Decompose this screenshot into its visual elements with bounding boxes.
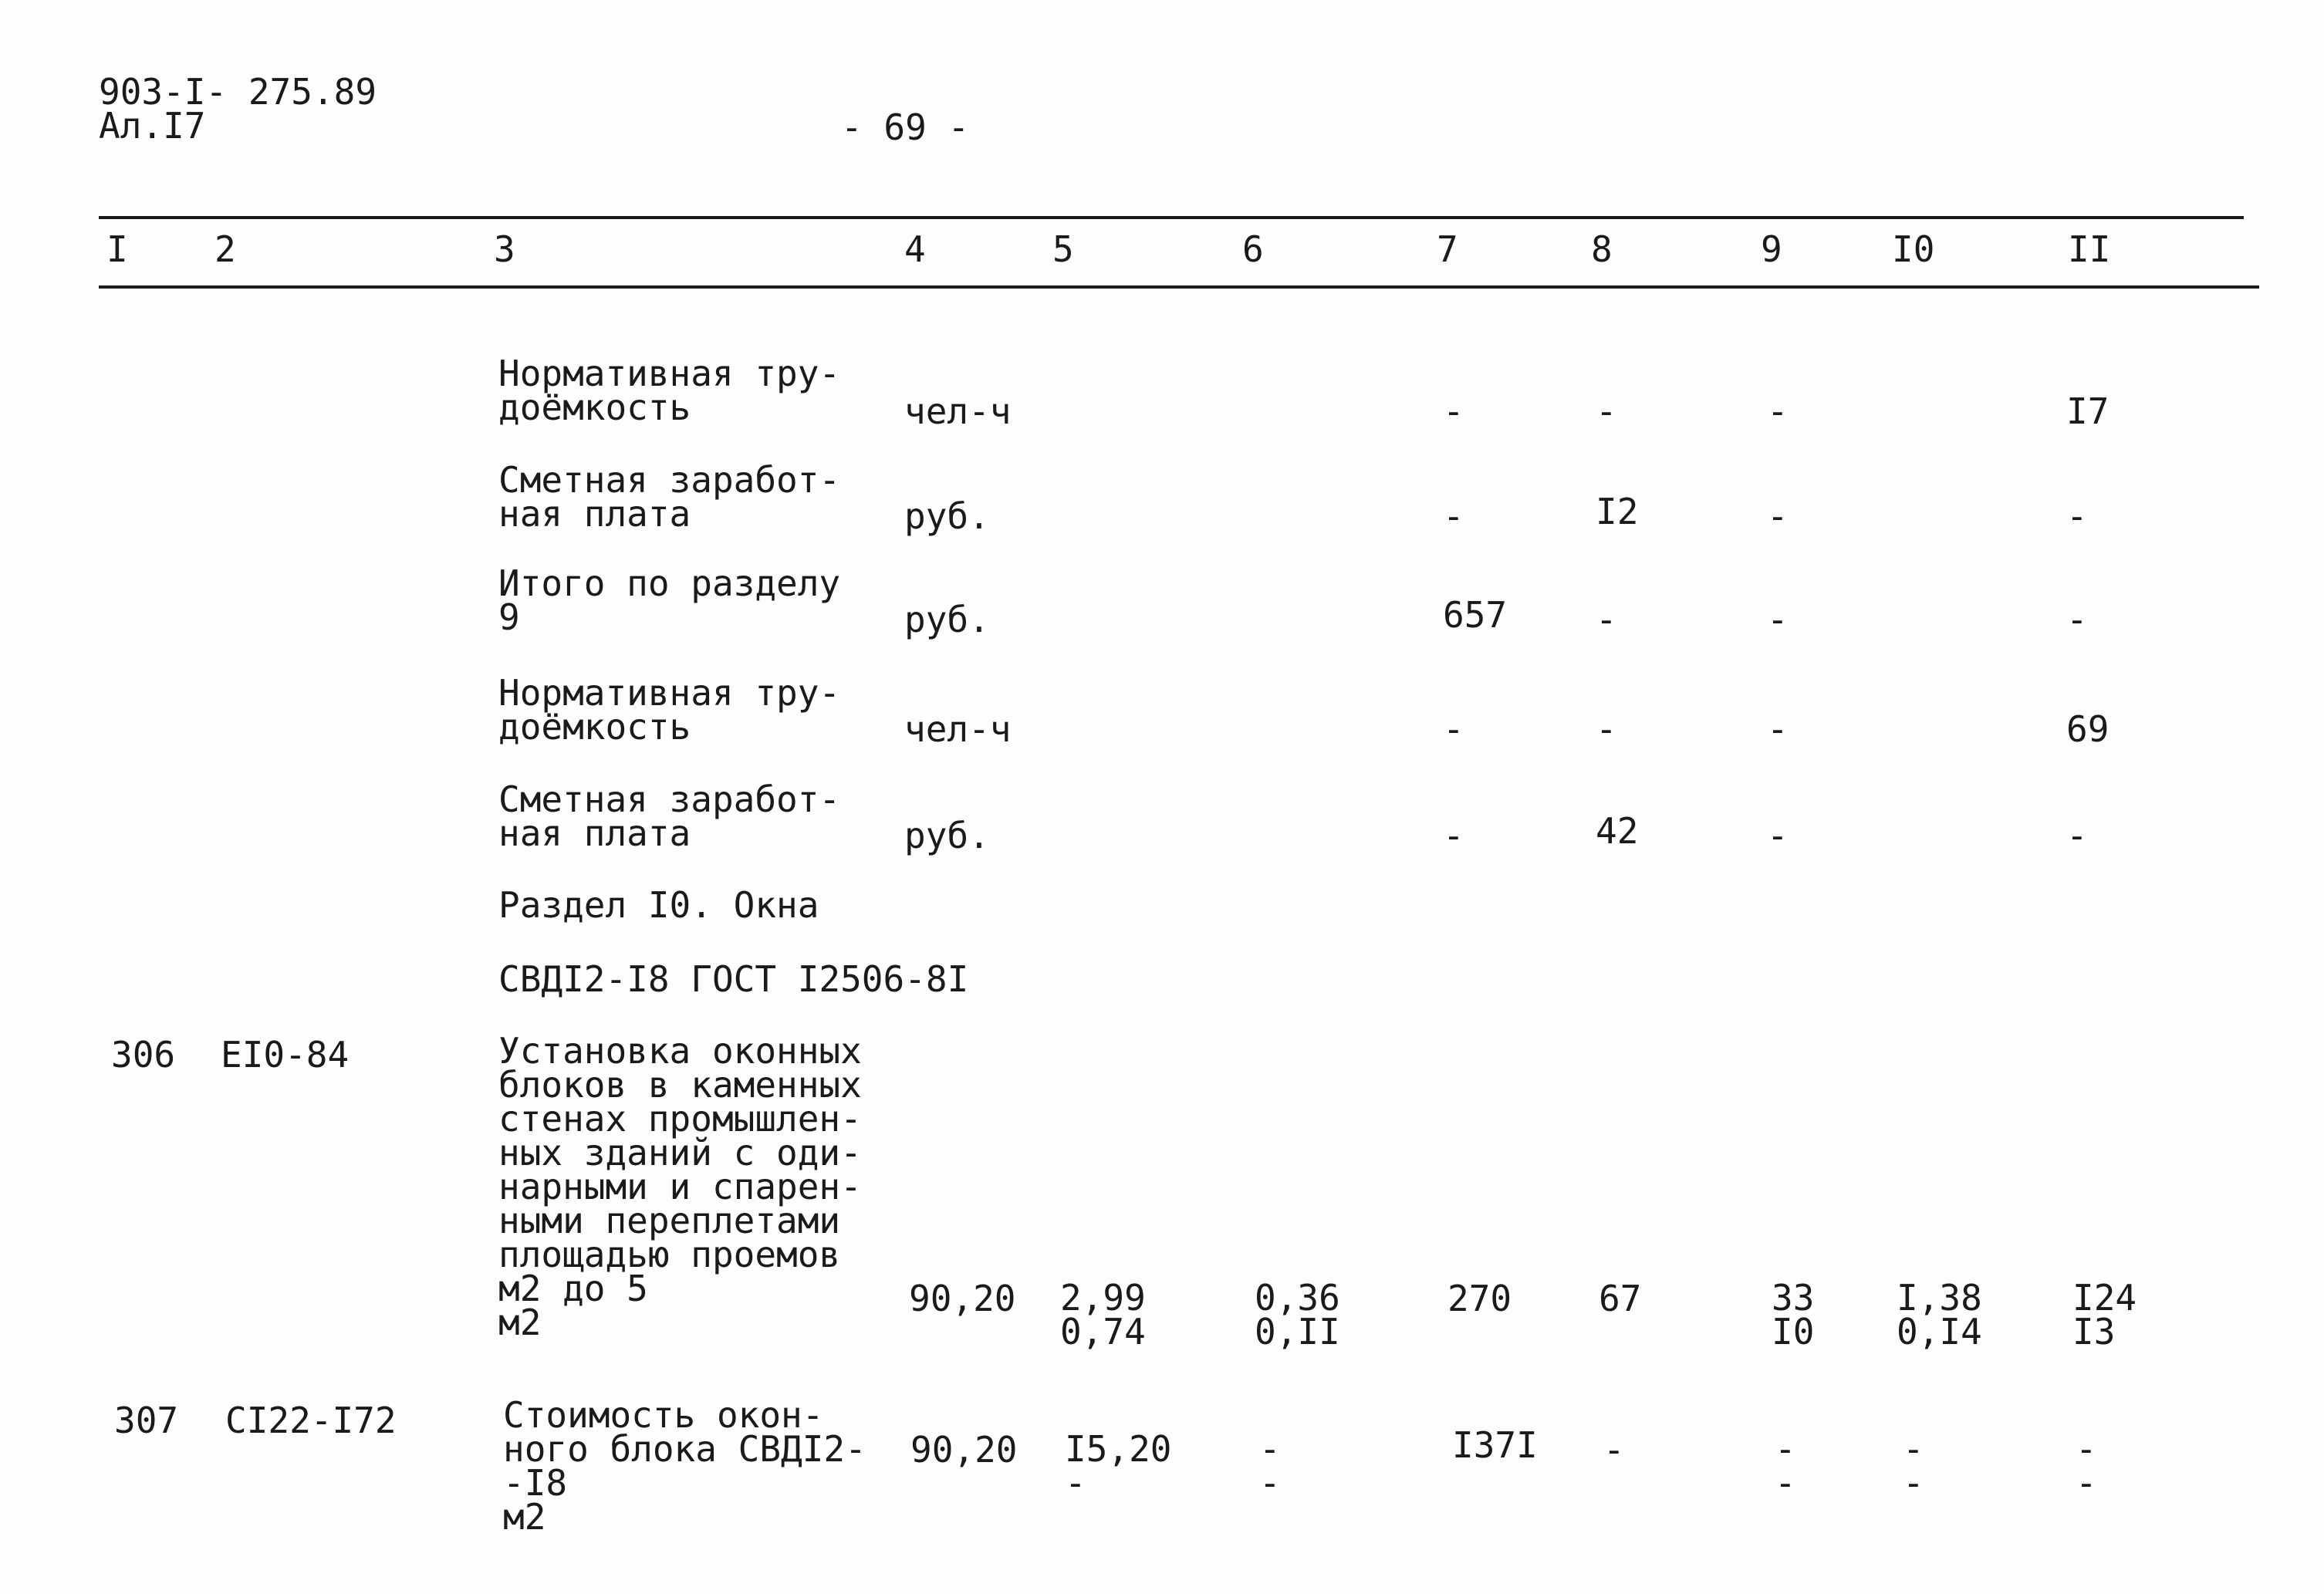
row-description: Сметная заработ- ная плата [498, 778, 841, 854]
column-header: 3 [494, 228, 515, 270]
cell-col-11: - - [2076, 1428, 2097, 1504]
cell-col-11: I24 I3 [2072, 1277, 2137, 1353]
cell-col-7: - [1443, 390, 1464, 432]
row-unit: руб. [904, 495, 990, 537]
column-header: II [2068, 228, 2111, 270]
cell-col-8: - [1596, 708, 1617, 750]
cell-col-7: - [1443, 815, 1464, 856]
column-header: 4 [904, 228, 926, 270]
row-description: Итого по разделу 9 [498, 562, 841, 638]
header-top-rule [99, 216, 2244, 219]
row-unit: чел-ч [904, 390, 1012, 432]
cell-col-6: - - [1259, 1428, 1281, 1504]
cell-col-11: I7 [2066, 390, 2110, 432]
column-header: 6 [1242, 228, 1264, 270]
column-header: 5 [1052, 228, 1074, 270]
item-description: Стоимость окон- ного блока СВДI2- -I8 м2 [503, 1394, 866, 1538]
cell-col-7: 657 [1443, 594, 1508, 636]
column-header: 9 [1761, 228, 1782, 270]
cell-col-8: 67 [1599, 1278, 1642, 1319]
cell-col-7: - [1443, 495, 1464, 537]
cell-col-9: - [1767, 708, 1789, 750]
row-unit: руб. [904, 815, 990, 856]
item-number: 306 [111, 1034, 176, 1076]
row-description: Нормативная тру- доёмкость [498, 353, 841, 428]
cell-col-11: - [2066, 815, 2088, 856]
section-subtitle: СВДI2-I8 ГОСТ I2506-8I [498, 958, 969, 1000]
section-title: Раздел I0. Окна [498, 884, 819, 926]
cell-col-9: - [1767, 495, 1789, 537]
cell-col-9: - [1767, 390, 1789, 432]
cell-col-5: 2,99 0,74 [1060, 1277, 1146, 1353]
cell-col-7: - [1443, 708, 1464, 750]
cell-col-11: - [2066, 495, 2088, 537]
cell-col-9: - [1767, 599, 1789, 640]
column-header: I [106, 228, 128, 270]
cell-col-9: - - [1775, 1428, 1796, 1504]
row-description: Нормативная тру- доёмкость [498, 672, 841, 748]
cell-col-9: 33 I0 [1772, 1277, 1815, 1353]
column-header: 2 [214, 228, 236, 270]
row-unit: руб. [904, 599, 990, 640]
cell-col-11: - [2066, 599, 2088, 640]
column-header: 8 [1591, 228, 1613, 270]
cell-col-8: 42 [1596, 810, 1639, 852]
column-header: I0 [1892, 228, 1935, 270]
document-code: 903-I- 275.89 [99, 71, 377, 113]
cell-col-7: 270 [1447, 1278, 1512, 1319]
page-number: - 69 - [841, 106, 970, 148]
cell-col-8: - [1596, 599, 1617, 640]
row-unit: чел-ч [904, 708, 1012, 750]
cell-col-11: 69 [2066, 708, 2110, 750]
item-number: 307 [114, 1400, 179, 1441]
header-bottom-rule [99, 285, 2259, 289]
cell-col-7: I37I [1452, 1424, 1538, 1466]
cell-col-8: I2 [1596, 491, 1639, 532]
cell-col-6: 0,36 0,II [1255, 1277, 1340, 1353]
cell-col-8: - [1603, 1429, 1625, 1471]
sheet-number: Ал.I7 [99, 105, 206, 147]
item-quantity: 90,20 [910, 1429, 1018, 1471]
row-description: Сметная заработ- ная плата [498, 459, 841, 535]
cell-col-10: I,38 0,I4 [1897, 1277, 1982, 1353]
item-quantity: 90,20 [909, 1278, 1016, 1319]
column-header: 7 [1437, 228, 1458, 270]
cell-col-5: I5,20 - [1065, 1428, 1172, 1504]
cell-col-10: - - [1903, 1428, 1924, 1504]
item-description: Установка оконных блоков в каменных стенах промышлен- ных зданий с оди- нарными и спарен- ными переплетами площадью проемов м2 до 5 м2 [498, 1030, 862, 1343]
cell-col-9: - [1767, 815, 1789, 856]
item-code: EI0-84 [221, 1034, 350, 1076]
item-code: CI22-I72 [225, 1400, 397, 1441]
cell-col-8: - [1596, 390, 1617, 432]
